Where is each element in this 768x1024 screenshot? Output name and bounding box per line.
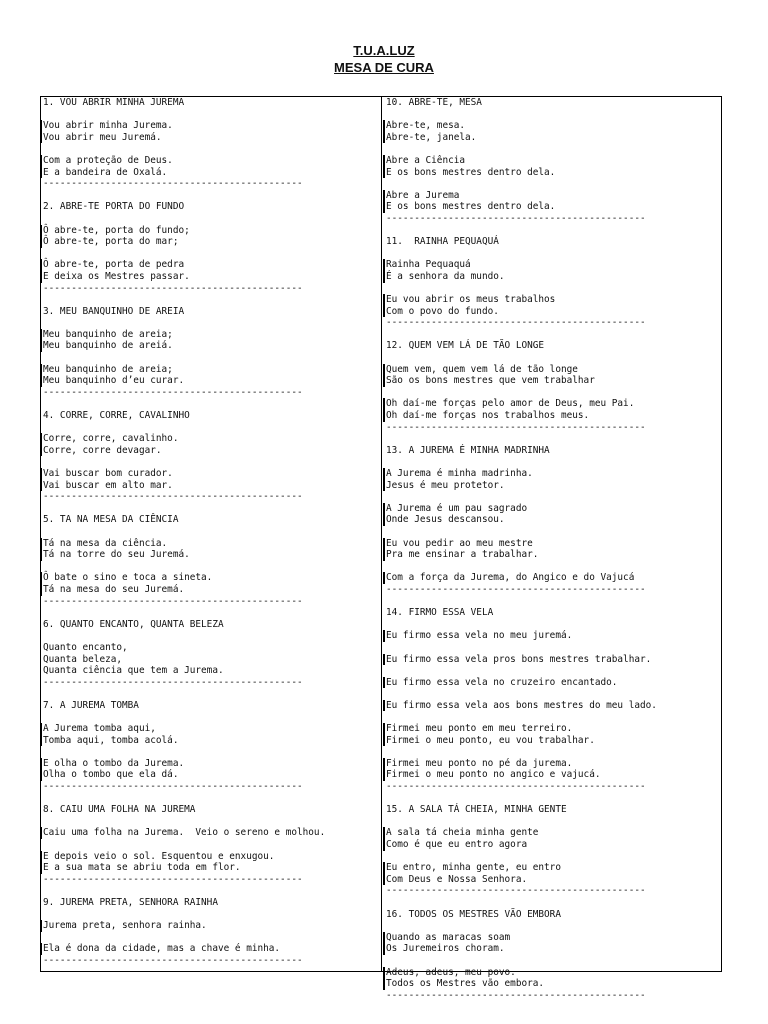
lyric-line: Abre-te, mesa. [386,120,466,132]
stanza-gap [386,851,718,863]
song-block [43,514,379,618]
section-gap [386,225,718,237]
lyric-line: Eu firmo essa vela no cruzeiro encantado. [386,676,618,688]
lyric-line: Como é que eu entro agora [386,839,528,850]
lyric-line: Quanta ciência que tem a Jurema. [43,665,224,677]
left-column [43,97,379,978]
song-stanza [383,723,718,746]
stanza-gap [386,109,718,121]
lyric-line: Abre-te, janela. [386,131,477,143]
song-stanza [40,723,379,746]
stanza-gap [43,109,379,121]
stanza-gap [43,561,379,573]
dashed-separator: ---------------------------------------------- [43,954,303,966]
stanza-gap [43,630,379,642]
stanza-gap [386,955,718,967]
song-block [43,306,379,410]
song-stanza [43,642,379,677]
song-title: 5. TA NA MESA DA CIÊNCIA [43,514,179,526]
song-stanza [383,190,718,213]
lyric-line: Ô abre-te, porta do fundo; [43,224,190,236]
dashed-separator: ---------------------------------------------- [43,386,303,398]
section-gap [43,503,379,515]
lyric-line: Meu banquinho de areia; [43,363,173,375]
lyric-line: E a sua mata se abriu toda em flor. [43,862,241,874]
lyric-line: Meu banquinho de areia; [43,328,173,340]
song-stanza [383,862,718,885]
lyric-line: E olha o tombo da Jurema. [43,757,185,769]
stanza-gap [386,526,718,538]
song-block [43,700,379,804]
lyric-line: Vou abrir meu Juremá. [43,131,162,143]
song-stanza [383,259,718,282]
stanza-gap [386,352,718,364]
song-stanza [40,572,379,595]
song-block [43,201,379,305]
lyric-line: São os bons mestres que vem trabalhar [386,375,595,387]
dashed-separator: ---------------------------------------------- [386,885,646,897]
stanza-gap [43,816,379,828]
song-title: 6. QUANTO ENCANTO, QUANTA BELEZA [43,618,224,630]
stanza-gap [386,561,718,573]
lyric-line: Vai buscar em alto mar. [43,479,173,491]
stanza-gap [43,248,379,260]
stanza-gap [43,456,379,468]
lyric-line: Jesus é meu protetor. [386,479,505,491]
song-stanza [383,758,718,781]
lyric-line: Ela é dona da cidade, mas a chave é minha. [43,943,281,955]
song-stanza [383,932,718,955]
section-gap [43,294,379,306]
song-stanza [383,630,718,642]
lyric-line: Firmei o meu ponto no angico e vajucá. [386,769,601,781]
section-gap [43,398,379,410]
song-block [386,909,718,1013]
lyric-line: Tá na mesa do seu Juremá. [43,583,185,595]
section-gap [43,967,379,979]
stanza-gap [386,491,718,503]
song-title: 7. A JUREMA TOMBA [43,699,139,711]
song-block [43,410,379,514]
lyric-line: Caiu uma folha na Jurema. Veio o sereno e molhou. [43,827,326,839]
song-stanza [40,851,379,874]
lyric-line: Abre a Ciência [386,154,466,166]
section-gap [43,885,379,897]
song-block [386,804,718,908]
lyric-line: Adeus, adeus, meu povo. [386,966,516,978]
lyric-line: É a senhora da mundo. [386,270,505,282]
lyric-line: Firmei o meu ponto, eu vou trabalhar. [386,734,595,746]
lyric-line: Onde Jesus descansou. [386,514,505,526]
song-stanza [40,827,379,839]
document-subtitle: MESA DE CURA [334,60,434,75]
song-stanza [40,225,379,248]
stanza-gap [386,143,718,155]
dashed-separator: ---------------------------------------------- [43,178,303,190]
stanza-gap [43,143,379,155]
lyric-line: Oh daí-me forças nos trabalhos meus. [386,410,590,422]
song-title: 10. ABRE-TE, MESA [386,97,482,108]
stanza-gap [43,932,379,944]
lyric-line: A sala tá cheia minha gente [386,827,539,839]
song-title: 2. ABRE-TE PORTA DO FUNDO [43,201,185,213]
stanza-gap [386,387,718,399]
section-gap [43,793,379,805]
lyric-line: Com o povo do fundo. [386,305,499,317]
lyric-line: Ô bate o sino e toca a sineta. [43,572,213,584]
lyric-line: E os bons mestres dentro dela. [386,166,556,178]
lyric-line: Eu firmo essa vela aos bons mestres do meu lado. [386,699,657,711]
lyric-line: Vou abrir minha Jurema. [43,120,173,132]
dashed-separator: ---------------------------------------------- [386,781,646,793]
lyric-line: Vai buscar bom curador. [43,468,173,479]
dashed-separator: ---------------------------------------------- [386,989,646,1001]
stanza-gap [386,642,718,654]
lyric-line: Com a força da Jurema, do Angico e do Vajucá [386,572,635,584]
song-block [386,97,718,236]
section-gap [386,329,718,341]
lyric-line: Jurema preta, senhora rainha. [43,920,207,932]
column-divider [381,96,382,972]
song-stanza [383,538,718,561]
section-gap [43,190,379,202]
song-stanza [40,920,379,932]
section-gap [43,607,379,619]
lyric-line: Quando as maracas soam [386,931,511,943]
song-stanza [40,155,379,178]
song-title: 8. CAIU UMA FOLHA NA JUREMA [43,804,196,816]
song-stanza [40,329,379,352]
song-title: 15. A SALA TÁ CHEIA, MINHA GENTE [386,804,567,816]
song-stanza [383,364,718,387]
stanza-gap [43,839,379,851]
section-gap [386,433,718,445]
stanza-gap [386,816,718,828]
song-title: 9. JUREMA PRETA, SENHORA RAINHA [43,896,218,908]
lyric-line: E a bandeira de Oxalá. [43,166,168,178]
lyric-line: Firmei meu ponto no pé da jurema. [386,757,573,769]
stanza-gap [386,619,718,631]
stanza-gap [43,422,379,434]
song-block [386,445,718,607]
song-title: 3. MEU BANQUINHO DE AREIA [43,305,185,317]
song-stanza [383,572,718,584]
lyric-line: Tá na torre do seu Juremá. [43,549,190,561]
song-block [43,897,379,978]
stanza-gap [386,283,718,295]
lyric-line: Ô abre-te, porta do mar; [43,236,179,248]
lyric-line: Eu vou pedir ao meu mestre [386,537,533,549]
song-block [43,804,379,897]
song-stanza [40,758,379,781]
song-block [386,340,718,444]
lyric-line: E os bons mestres dentro dela. [386,201,556,213]
right-column [386,97,718,1013]
section-gap [386,1001,718,1013]
lyric-line: Ô abre-te, porta de pedra [43,259,185,271]
song-title: 13. A JUREMA É MINHA MADRINHA [386,444,550,456]
stanza-gap [43,526,379,538]
dashed-separator: ---------------------------------------------- [43,873,303,885]
lyric-line: Eu entro, minha gente, eu entro [386,862,561,874]
song-title: 12. QUEM VEM LÁ DE TÃO LONGE [386,340,545,352]
lyric-line: Meu banquinho d’eu curar. [43,375,185,387]
stanza-gap [386,688,718,700]
document-title: T.U.A.LUZ [353,43,415,58]
song-title: 14. FIRMO ESSA VELA [386,607,494,619]
lyric-line: Abre a Jurema [386,189,460,201]
lyric-line: Com Deus e Nossa Senhora. [386,873,528,885]
stanza-gap [43,213,379,225]
song-stanza [383,700,718,712]
lyric-line: E depois veio o sol. Esquentou e enxugou. [43,850,275,862]
dashed-separator: ---------------------------------------------- [386,212,646,224]
stanza-gap [386,665,718,677]
song-title: 16. TODOS OS MESTRES VÃO EMBORA [386,908,561,920]
section-gap [43,688,379,700]
lyric-line: A Jurema tomba aqui, [43,723,156,735]
stanza-gap [43,746,379,758]
stanza-gap [43,317,379,329]
dashed-separator: ---------------------------------------------- [43,595,303,607]
lyric-line: Com a proteção de Deus. [43,154,173,166]
lyric-line: Pra me ensinar a trabalhar. [386,549,539,561]
song-stanza [40,259,379,282]
stanza-gap [43,711,379,723]
stanza-gap [386,248,718,260]
song-stanza [383,294,718,317]
song-stanza [383,503,718,526]
song-stanza [40,433,379,456]
stanza-gap [386,920,718,932]
lyric-line: Corre, corre, cavalinho. [43,433,179,445]
dashed-separator: ---------------------------------------------- [43,491,303,503]
lyric-line: Tomba aqui, tomba acolá. [43,734,179,746]
lyric-line: Eu firmo essa vela pros bons mestres trabalhar. [386,653,652,665]
song-stanza [40,364,379,387]
stanza-gap [386,178,718,190]
lyric-line: Quanta beleza, [43,653,123,665]
stanza-gap [386,456,718,468]
lyric-line: Quem vem, quem vem lá de tão longe [386,363,578,375]
song-block [386,236,718,340]
stanza-gap [386,746,718,758]
lyric-line: Corre, corre devagar. [43,444,162,456]
song-block [386,607,718,804]
song-block [43,619,379,700]
stanza-gap [386,711,718,723]
song-stanza [40,468,379,491]
song-stanza [40,538,379,561]
song-stanza [383,967,718,990]
song-stanza [383,155,718,178]
song-block [43,97,379,201]
dashed-separator: ---------------------------------------------- [43,676,303,688]
dashed-separator: ---------------------------------------------- [386,583,646,595]
dashed-separator: ---------------------------------------------- [386,421,646,433]
song-stanza [40,943,379,955]
lyric-line: Oh daí-me forças pelo amor de Deus, meu Pai. [386,398,635,410]
song-title: 4. CORRE, CORRE, CAVALINHO [43,410,190,422]
song-stanza [383,654,718,666]
lyric-line: Firmei meu ponto em meu terreiro. [386,723,573,735]
lyric-line: Todos os Mestres vão embora. [386,978,545,990]
lyric-line: Rainha Pequaquá [386,259,471,271]
lyric-line: Eu firmo essa vela no meu juremá. [386,630,573,642]
lyric-line: A Jurema é um pau sagrado [386,502,528,514]
section-gap [386,897,718,909]
dashed-separator: ---------------------------------------------- [386,317,646,329]
dashed-separator: ---------------------------------------------- [43,282,303,294]
song-stanza [383,398,718,421]
song-title: 11. RAINHA PEQUAQUÁ [386,236,499,248]
section-gap [386,793,718,805]
dashed-separator: ---------------------------------------------- [43,781,303,793]
lyric-line: Meu banquinho de areiá. [43,340,173,352]
song-stanza [383,827,718,850]
lyric-line: Os Juremeiros choram. [386,943,505,955]
document-header [0,42,768,76]
lyric-line: Tá na mesa da ciência. [43,537,168,549]
song-title: 1. VOU ABRIR MINHA JUREMA [43,97,185,108]
lyric-line: E deixa os Mestres passar. [43,270,190,282]
lyric-line: Eu vou abrir os meus trabalhos [386,294,556,306]
stanza-gap [43,909,379,921]
section-gap [386,596,718,608]
stanza-gap [43,352,379,364]
lyric-line: A Jurema é minha madrinha. [386,468,533,479]
song-stanza [40,120,379,143]
lyric-line: Quanto encanto, [43,641,128,653]
lyric-line: Olha o tombo que ela dá. [43,769,179,781]
song-stanza [383,468,718,491]
song-stanza [383,120,718,143]
song-stanza [383,677,718,689]
